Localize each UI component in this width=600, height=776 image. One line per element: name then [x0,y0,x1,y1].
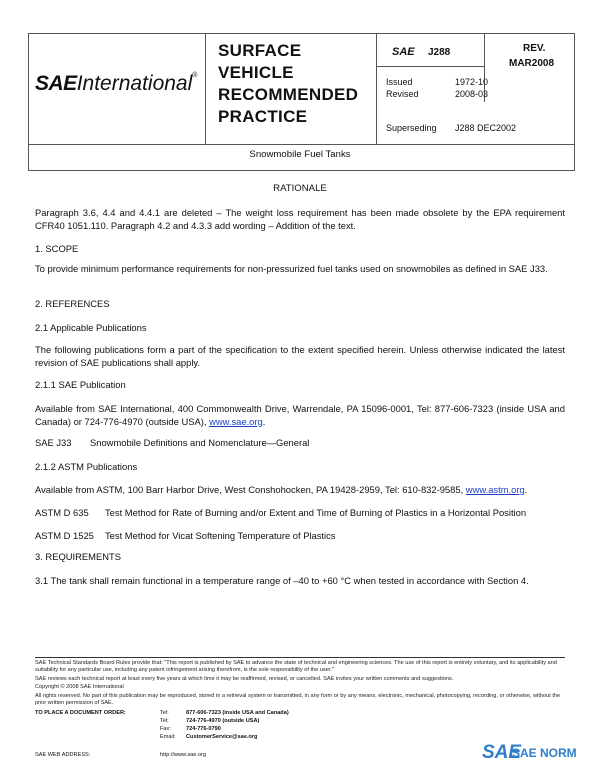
doc-sae-logo: SAE [392,46,415,58]
email-value: CustomerService@sae.org [186,734,258,740]
footer-copyright: Copyright © 2008 SAE International [35,684,124,690]
superseding-label: Superseding [386,123,437,133]
footer-rule [35,657,565,658]
issued-label: Issued [386,77,413,87]
section-3-1-text: 3.1 The tank shall remain functional in a temperature range of –40 to +60 °C when tested in accordance with Section 4. [35,575,529,586]
revised-label: Revised [386,89,419,99]
divider [376,34,377,144]
doc-number: J288 [428,47,451,58]
document-type-title: SURFACE VEHICLE RECOMMENDED PRACTICE [218,41,359,126]
reference-astm-d635: ASTM D 635 Test Method for Rate of Burning and/or Extent and Time of Burning of Plastics in a Horizontal Position [35,507,527,518]
divider [376,66,484,67]
divider [29,144,574,145]
section-2-1-heading: 2.1 Applicable Publications [35,322,147,333]
footer-rights: All rights reserved. No part of this publication may be reproduced, stored in a retrieval system or transmitted, in any form or by any means, electronic, mechanical, photocopying, recording, or otherwise, without the prior written permission of SAE. [35,693,561,707]
footer-review-notice: SAE reviews each technical report at least every five years at which time it may be reaffirmed, revised, or cancelled. SAE invites your written comments and suggestions. [35,676,454,682]
divider [205,34,206,144]
revised-value: 2008-03 [455,89,489,99]
footer-board-rules: SAE Technical Standards Board Rules provide that: "This report is published by SAE to advance the state of technical and engineering sciences. The use of this report is entirely voluntary, and its applicability and suitability for any particular use, including any patent infringement arising therefrom, is the sole responsibility of the user." [35,660,557,674]
tel2-label: Tel: [160,718,169,724]
rationale-heading: RATIONALE [273,183,327,194]
section-2-heading: 2. REFERENCES [35,298,110,309]
order-label: TO PLACE A DOCUMENT ORDER: [35,710,126,716]
rev-date: MAR2008 [509,58,555,69]
email-label: Email: [160,734,176,740]
sae-international-logo: SAEInternational® [35,72,198,95]
section-1-heading: 1. SCOPE [35,243,79,254]
section-2-1-1-heading: 2.1.1 SAE Publication [35,379,126,390]
rev-label: REV. [523,43,546,54]
section-1-text: To provide minimum performance requirements for non-pressurized fuel tanks used on snowmobiles as defined in SAE J33. [35,263,548,274]
rationale-text: Paragraph 3.6, 4.4 and 4.4.1 are deleted – The weight loss requirement has been made obsolete by the EPA requirement CFR40 1051.110. Paragraph 4.2 and 4.3.3 add wording – Addition of the text. [35,207,565,231]
reference-sae-j33: SAE J33 Snowmobile Definitions and Nomenclature—General [35,437,310,448]
reference-astm-d1525: ASTM D 1525 Test Method for Vicat Softening Temperature of Plastics [35,530,336,541]
web-value: http://www.sae.org [160,752,207,758]
section-2-1-2-heading: 2.1.2 ASTM Publications [35,461,138,472]
superseding-value: J288 DEC2002 [455,123,517,133]
issued-value: 1972-10 [455,77,489,87]
tel1-label: Tel: [160,710,169,716]
sae-website-link[interactable]: www.sae.org [209,415,263,427]
watermark-sae-logo: SAE [482,742,522,763]
section-2-1-text: The following publications form a part of the specification to the extent specified herein. Unless otherwise indicated the latest revision of SAE publications shall apply. [35,344,565,368]
tel2-value: 724-776-4970 (outside USA) [186,718,260,724]
watermark-sae-norm: SAE NORM [512,746,577,760]
section-2-1-2-text: Available from ASTM, 100 Barr Harbor Drive, West Conshohocken, PA 19428-2959, Tel: 610-832-9585, www.astm.org. [35,484,528,495]
web-label: SAE WEB ADDRESS: [35,752,91,758]
tel1-value: 877-606-7323 (inside USA and Canada) [186,710,289,716]
fax-value: 724-776-0790 [186,726,221,732]
fax-label: Fax: [160,726,171,732]
astm-website-link[interactable]: www.astm.org [465,484,525,495]
section-3-heading: 3. REQUIREMENTS [35,551,121,562]
document-subtitle: Snowmobile Fuel Tanks [249,149,351,160]
section-2-1-1-text: Available from SAE International, 400 Commonwealth Drive, Warrendale, PA 15096-0001, Tel: 877-606-7323 (inside USA and Canada) or 724-776-4970 (outside USA), www.sae.org. [35,403,565,427]
